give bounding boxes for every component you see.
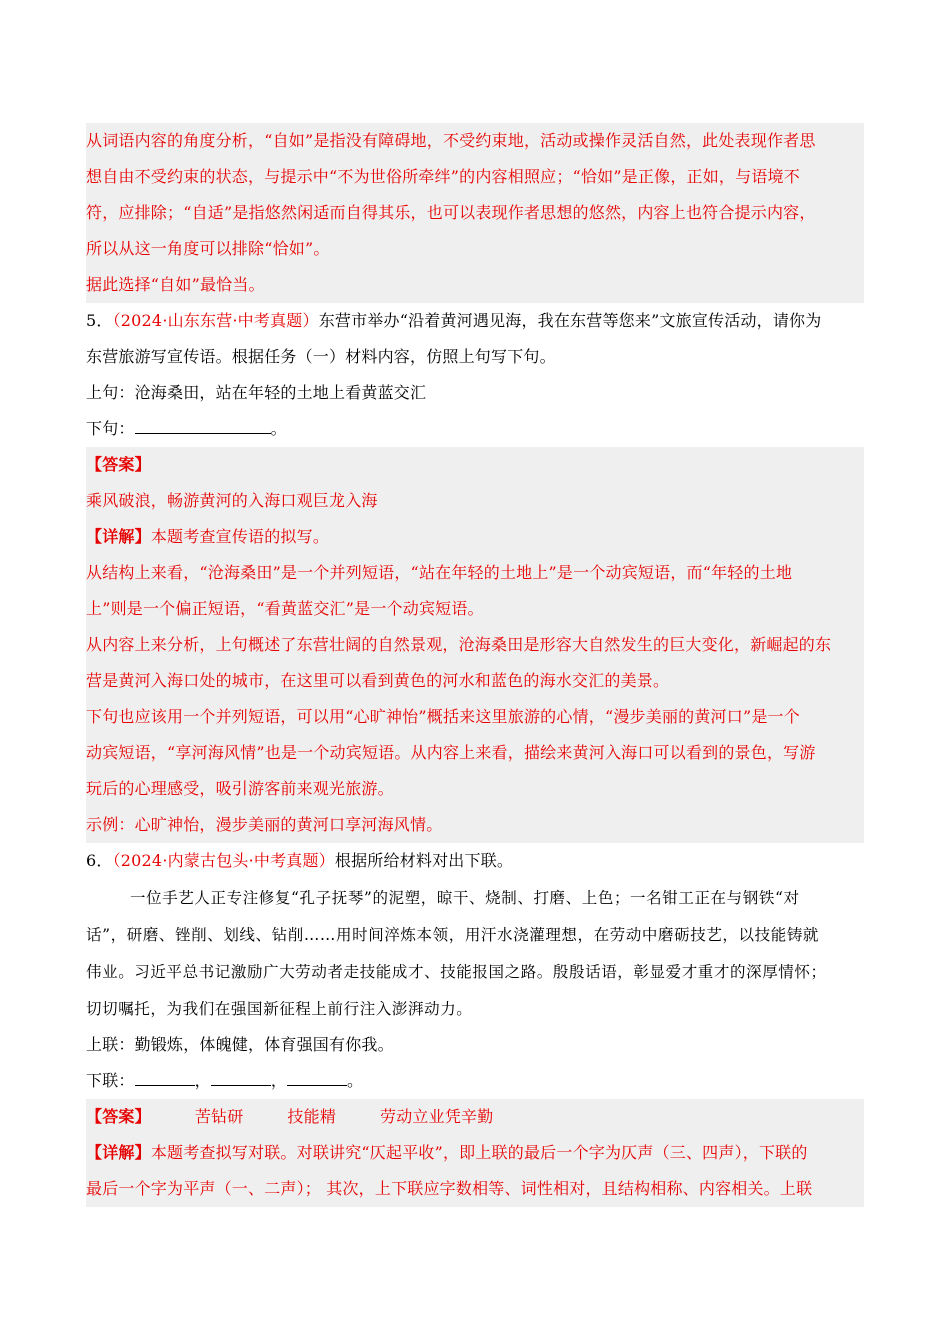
q6-lower-line <box>86 1063 864 1099</box>
q6-detail-line: 最后一个字为平声（一、二声）； 其次，上下联应字数相等、词性相对，且结构相称、内容相关。上联 <box>86 1179 813 1198</box>
q6-answer-2: 技能精 <box>287 1107 337 1126</box>
q5-detail-line: 从内容上来分析，上句概述了东营壮阔的自然景观，沧海桑田是形容大自然发生的巨大变化，新崛起的东 <box>86 635 832 654</box>
q5-answer-blank[interactable] <box>135 419 271 434</box>
analysis-conclusion: 据此选择“自如”最恰当。 <box>86 275 265 294</box>
content <box>86 123 864 1207</box>
q6-passage-line: 一位手艺人正专注修复“孔子抚琴”的泥塑，晾干、烧制、打磨、上色；一名钳工正在与钢铁“对 <box>130 888 800 907</box>
q6-passage-line: 切切嘱托，为我们在强国新征程上前行注入澎湃动力。 <box>86 999 473 1018</box>
q5-detail-line: 下句也应该用一个并列短语，可以用“心旷神怡”概括来这里旅游的心情，“漫步美丽的黄河口”是一个 <box>86 707 800 726</box>
q6-answer-3: 劳动立业凭辛勤 <box>380 1107 494 1126</box>
q6-answer-blank-1[interactable] <box>135 1071 195 1086</box>
analysis-line: 所以从这一角度可以排除“恰如”。 <box>86 239 330 258</box>
q5-lower-label: 下句： <box>86 419 135 438</box>
analysis-line: 想自由不受约束的状态，与提示中“不为世俗所牵绊”的内容相照应；“恰如”是正像，正如，与语境不 <box>86 167 800 186</box>
q5-stem-line2: 东营旅游写宣传语。根据任务（一）材料内容，仿照上句写下句。 <box>86 347 556 366</box>
question-6 <box>86 843 864 1099</box>
q6-answer-blank-3[interactable] <box>287 1071 347 1086</box>
q5-detail-intro: 本题考查宣传语的拟写。 <box>150 527 330 546</box>
q6-answer-blank-2[interactable] <box>211 1071 271 1086</box>
q5-detail-line: 上”则是一个偏正短语，“看黄蓝交汇”是一个动宾短语。 <box>86 599 484 618</box>
q6-answer-label: 【答案】 <box>86 1107 151 1126</box>
q5-answer: 乘风破浪，畅游黄河的入海口观巨龙入海 <box>86 491 378 510</box>
q6-lower-end: 。 <box>347 1071 364 1090</box>
q6-detail-text: 本题考查拟写对联。对联讲究“仄起平收”，即上联的最后一个字为仄声（三、四声），下联的 <box>150 1143 808 1162</box>
q5-lower-end: 。 <box>270 419 287 438</box>
q6-upper-line: 上联：勤锻炼，体魄健，体育强国有你我。 <box>86 1035 394 1054</box>
analysis-line: 从词语内容的角度分析，“自如”是指没有障碍地，不受约束地，活动或操作灵活自然，此处表现作者思 <box>86 131 816 150</box>
q5-detail-line: 玩后的心理感受，吸引游客前来观光旅游。 <box>86 779 394 798</box>
q5-detail-label: 【详解】 <box>86 527 151 546</box>
q5-source: （2024·山东东营·中考真题） <box>112 311 319 330</box>
q6-passage-line: 伟业。习近平总书记激励广大劳动者走技能成才、技能报国之路。殷殷话语，彰显爱才重才的深厚情怀； <box>86 962 827 981</box>
q6-answer-block <box>86 1099 864 1207</box>
q6-answer-1: 苦钻研 <box>194 1107 244 1126</box>
question-5 <box>86 303 864 447</box>
q6-question: 根据所给材料对出下联。 <box>334 851 514 870</box>
q5-question: 东营市举办“沿着黄河遇见海，我在东营等您来”文旅宣传活动，请你为 <box>318 311 822 330</box>
q6-stem-line <box>86 843 864 879</box>
q5-stem-line1 <box>86 303 864 339</box>
analysis-block <box>86 123 864 303</box>
q5-upper-line: 上句：沧海桑田，站在年轻的土地上看黄蓝交汇 <box>86 383 427 402</box>
q6-detail-label: 【详解】 <box>86 1143 151 1162</box>
q6-source: （2024·内蒙古包头·中考真题） <box>112 851 335 870</box>
analysis-line: 符，应排除；“自适”是指悠然闲适而自得其乐，也可以表现作者思想的悠然，内容上也符合提示内容， <box>86 203 816 222</box>
q6-lower-label: 下联： <box>86 1071 135 1090</box>
q5-number: 5． <box>86 311 113 330</box>
q6-lower-sep: ， <box>194 1071 211 1090</box>
q5-lower-line <box>86 411 864 447</box>
q5-detail-line: 动宾短语，“享河海风情”也是一个动宾短语。从内容上来看，描绘来黄河入海口可以看到的景色，写游 <box>86 743 816 762</box>
q5-detail-line: 示例：心旷神怡，漫步美丽的黄河口享河海风情。 <box>86 815 443 834</box>
q5-answer-label: 【答案】 <box>86 455 151 474</box>
q6-detail-line <box>86 1135 864 1171</box>
q5-detail-line: 从结构上来看，“沧海桑田”是一个并列短语，“站在年轻的土地上”是一个动宾短语，而“年轻的土地 <box>86 563 793 582</box>
q5-detail-line: 营是黄河入海口处的城市，在这里可以看到黄色的河水和蓝色的海水交汇的美景。 <box>86 671 670 690</box>
q6-passage-line: 话”，研磨、锉削、划线、钻削……用时间淬炼本领，用汗水浇灌理想，在劳动中磨砺技艺，以技能铸就 <box>86 925 820 944</box>
q5-answer-block <box>86 447 864 843</box>
q6-number: 6． <box>86 851 113 870</box>
q6-lower-sep: ， <box>270 1071 288 1090</box>
q6-answer-line <box>86 1099 864 1135</box>
q5-detail-intro-line <box>86 519 864 555</box>
